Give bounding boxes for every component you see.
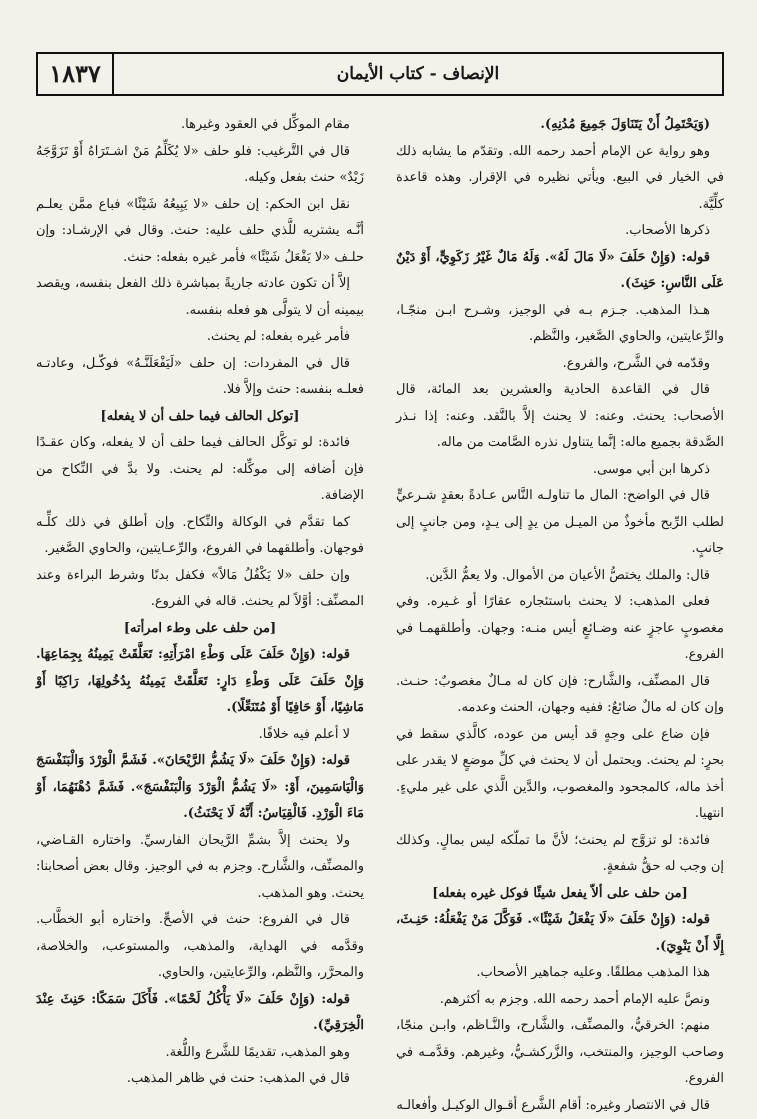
paragraph: وهو رواية عن الإمام أحمد رحمه الله. وتقدّم ما يشابه ذلك في الخيار في البيع. ويأتي نظيره في الإقرار. وهذه قاعدة كلِّيَّة. (396, 139, 724, 219)
paragraph: فائدة: لو توكَّل الحالف فيما حلف أن لا يفعله، وكان عقـدًا فإن أضافه إلى موكِّله: لم يحنث. ولا بدَّ في النِّكاح من الإضافة. (36, 430, 364, 510)
paragraph: مقام الموكِّل في العقود وغيرها. (36, 112, 364, 139)
paragraph: قال في الفروع: حنث في الأصحِّ. واختاره أبو الخطَّاب. وقدَّمه في الهداية، والمذهب، والمستوعب، والخلاصة، والمحرَّر، والنَّظم، والرِّعايتين، والحاوي. (36, 907, 364, 987)
quoted-text: قوله: (وَإِنْ حَلَفَ عَلَى وَطْءِ امْرَأَتِهِ: تَعَلَّقَتْ يَمِينُهُ بِجِمَاعِهَا. وَإِنْ حَلَفَ عَلَى وَطْءِ دَارٍ: تَعَلَّقَتْ يَمِينُهُ بِدُخُولِهَا، رَاكِبًا أَوْ مَاشِيًا، أَوْ حَافِيًا أَوْ مُتَنَعِّلًا). (36, 642, 364, 722)
section-heading: [توكل الحالف فيما حلف أن لا يفعله] (36, 404, 364, 431)
left-column (36, 112, 364, 1092)
paragraph: لا أعلم فيه خلافًا. (36, 722, 364, 749)
paragraph: إلاَّ أن تكون عادته جاريةً بمباشرة ذلك الفعل بنفسه، ويقصد بيمينه أن لا يتولَّى هو فعله بنفسه. (36, 271, 364, 324)
paragraph: نقل ابن الحكم: إن حلف «لا يَبِيعُهُ شَيْئًا» فباع ممَّن يعلـم أنَّـه يشتريه للَّذي حلف عليه: حنث. وقال في الإرشـاد: وإن حلـف «لا يَفْعَلُ شَيْئًا» فأمر غيره بفعله: حنث. (36, 192, 364, 272)
paragraph: فأمر غيره بفعله: لم يحنث. (36, 324, 364, 351)
paragraph: وقدّمه في الشَّرح، والفروع. (396, 351, 724, 378)
right-column (396, 112, 724, 1092)
page-number: ١٨٣٧ (38, 54, 114, 94)
paragraph: قال في الانتصار وغيره: أقام الشَّرع أقـوال الوكيـل وأفعالـه (396, 1093, 724, 1119)
quoted-text: (وَيَحْتَمِلُ أَنْ يَتَنَاوَلَ جَمِيعَ مُدُنِهِ). (396, 112, 724, 139)
paragraph: قال: والملك يختصُّ الأعيان من الأموال. ولا يعمُّ الدَّين. (396, 563, 724, 590)
paragraph: قال في الواضح: المال ما تناولـه النَّاس عـادةً بعقدٍ شـرعيٍّ لطلب الرِّبح مأخوذٌ من الميـل من يدٍ إلى يـدٍ، ومن جانبٍ إلى جانبٍ. (396, 483, 724, 563)
quoted-text: قوله: (وَإِنْ حَلَفَ «لَا يَشُمُّ الرَّيْحَانَ». فَشَمَّ الْوَرْدَ وَالْبَنَفْسَجَ وَالْيَاسَمِينَ، أَوْ: «لَا يَشُمُّ الْوَرْدَ وَالْبَنَفْسَجَ». فَشَمَّ دُهْنَهُمَا، أَوْ مَاءَ الْوَرْدِ. فَالْقِيَاسُ: أَنَّهُ لَا يَحْنَثُ). (36, 748, 364, 828)
paragraph: قال في القاعدة الحادية والعشرين بعد المائة، قال الأصحاب: يحنث. وعنه: لا يحنث إلاَّ بالنَّقد. وعنه: إذا نـذر الصَّدقة بجميع ماله: إنَّما يتناول نذره الصَّامت من ماله. (396, 377, 724, 457)
paragraph: هذا المذهب مطلقًا. وعليه جماهير الأصحاب. (396, 960, 724, 987)
paragraph: ذكرها الأصحاب. (396, 218, 724, 245)
paragraph: منهم: الخرقيُّ، والمصنِّف، والشَّارح، والنَّـاظم، وابـن منجّا، وصاحب الوجيز، والمنتخب، والزَّركشـيُّ، وغيرهم. وقدَّمـه في الفروع. (396, 1013, 724, 1093)
page-header (36, 52, 724, 96)
paragraph: فائدة: لو تزوَّج لم يحنث؛ لأنَّ ما تملّكه ليس بمالٍ. وكذلك إن وجب له حقُّ شفعةٍ. (396, 828, 724, 881)
paragraph: ذكرها ابن أبي موسى. (396, 457, 724, 484)
paragraph: وإن حلف «لا يَكْفُلُ مَالاً» فكفل بدنًا وشرط البراءة وعند المصنِّف: أوَّلاً لم يحنث. قاله في الفروع. (36, 563, 364, 616)
paragraph: قال في التَّرغيب: فلو حلف «لا يُكَلِّمُ مَنْ اشـتَرَاهُ أَوْ تَزَوَّجَهُ زَيْدٌ» حنث بفعل وكيله. (36, 139, 364, 192)
paragraph: هـذا المذهب. جـزم بـه في الوجيز، وشـرح ابـن منجّـا، والرِّعايتين، والحاوي الصَّغير، والنَّظم. (396, 298, 724, 351)
section-heading: [من حلف على وطء امرأته] (36, 616, 364, 643)
running-title: الإنصاف - كتاب الأيمان (114, 54, 722, 94)
section-heading: [من حلف على ألاّ يفعل شيئًا فوكل غيره بفعله] (396, 881, 724, 908)
paragraph: قال المصنِّف، والشَّارح: فإن كان له مـالٌ مغصوبٌ: حنـث. وإن كان له مالٌ ضائعٌ: ففيه وجهان، الحنث وعدمه. (396, 669, 724, 722)
paragraph: قال في المذهب: حنث في ظاهر المذهب. (36, 1066, 364, 1093)
paragraph: فعلى المذهب: لا يحنث باستئجاره عقارًا أو غـيره. وفي مغصوبٍ عاجزٍ عنه وضـائعٍ أيس منـه: وجهان. وأطلقهمـا في الفروع. (396, 589, 724, 669)
paragraph: فإن ضاع على وجهٍ قد أيس من عوده، كالَّذي سقط في بحرٍ: لم يحنث. ويحتمل أن لا يحنث في كلِّ موضعٍ لا يقدر على أخذ ماله، كالمجحود والمغصوب، والدَّين الَّذي على غير مليءٍ. انتهيا. (396, 722, 724, 828)
paragraph: كما تقدَّم في الوكالة والنِّكاح. وإن أطلق في ذلك كلِّـه فوجهان. وأطلقهما في الفروع، والرِّعـايتين، والحاوي الصَّغير. (36, 510, 364, 563)
quoted-text: قوله: (وَإِنْ حَلَفَ «لَا يَفْعَلُ شَيْئًا». فَوَكَّلَ مَنْ يَفْعَلُهُ: حَنِـثَ، إِلَّا أَنْ يَنْوِيَ). (396, 907, 724, 960)
quoted-text: قوله: (وَإِنْ حَلَفَ «لَا يَأْكُلُ لَحْمًا». فَأَكَلَ سَمَكًا: حَنِثَ عِنْدَ الْخِرَقِيِّ). (36, 987, 364, 1040)
paragraph: وهو المذهب، تقديمًا للشَّرع واللُّغة. (36, 1040, 364, 1067)
paragraph: قال في المفردات: إن حلف «لَيَفْعَلَنَّـهُ» فوكّـل، وعادتـه فعلـه بنفسه: حنث وإلاَّ فلا. (36, 351, 364, 404)
text-columns (36, 112, 724, 1092)
paragraph: ونصَّ عليه الإمام أحمد رحمه الله. وجزم به أكثرهم. (396, 987, 724, 1014)
paragraph: ولا يحنث إلاَّ بشمِّ الرَّيحان الفارسيِّ. واختاره القـاضي، والمصنِّف، والشَّارح. وجزم به في الوجيز. وقال بعض أصحابنا: يحنث. وهو المذهب. (36, 828, 364, 908)
quoted-text: قوله: (وَإِنْ حَلَفَ «لَا مَالَ لَهُ». وَلَهُ مَالٌ غَيْرُ زَكَوِيٍّ، أَوْ دَيْنٌ عَلَى النَّاسِ: حَنِثَ). (396, 245, 724, 298)
